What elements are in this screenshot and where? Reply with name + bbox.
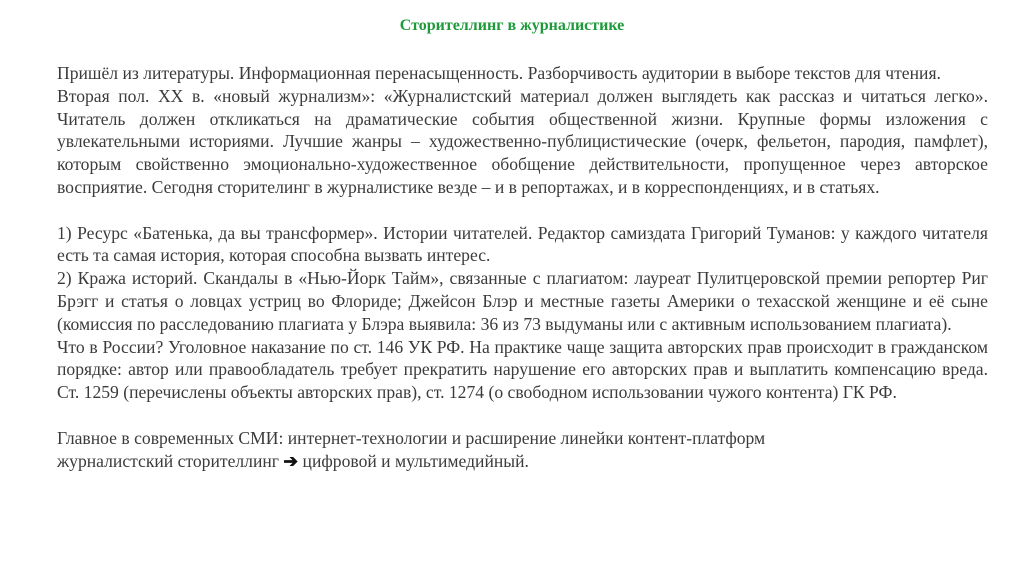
paragraph-story-theft: 2) Кража историй. Скандалы в «Нью-Йорк Тайм», связанные с плагиатом: лауреат Пулитцеровской премии репортер Риг Брэгг и статья о ловцах устриц во Флориде; Джейсон Блэр и местные газеты Америки о техасской женщине и её сыне (комиссия по расследованию плагиата у Блэра выявила: 36 из 73 выдуманы или с активным использованием плагиата). (57, 268, 988, 334)
paragraph-resource: 1) Ресурс «Батенька, да вы трансформер». Истории читателей. Редактор самиздата Григорий Туманов: у каждого читателя есть та самая история, которая способна вызвать интерес. (57, 222, 988, 266)
right-arrow-icon: ➔ (283, 450, 299, 471)
conclusion-suffix: цифровой и мультимедийный. (298, 450, 529, 471)
spacer (57, 199, 988, 222)
paragraph-conclusion (57, 450, 988, 473)
slide-title: Сторителлинг в журналистике (399, 17, 625, 34)
slide-body (57, 62, 988, 472)
spacer (57, 404, 988, 427)
conclusion-prefix: журналистский сторителлинг (57, 450, 284, 471)
paragraph-origin: Пришёл из литературы. Информационная перенасыщенность. Разборчивость аудитории в выборе текстов для чтения. (57, 63, 941, 83)
paragraph-main-media: Главное в современных СМИ: интернет-технологии и расширение линейки контент-платформ (57, 427, 766, 448)
paragraph-new-journalism: Вторая пол. XX в. «новый журнализм»: «Журналистский материал должен выглядеть как рассказ и читаться легко». Читатель должен откликаться на драматические события общественной жизни. Крупные формы изложения с увлекательными историями. Лучшие жанры – художественно-публицистические (очерк, фельетон, пародия, памфлет), которым свойственно эмоционально-художественное обобщение действительности, пропущенное через авторское восприятие. Сегодня сторителинг в журналистике везде – и в репортажах, и в корреспонденциях, и в статьях. (57, 85, 988, 197)
paragraph-russia: Что в России? Уголовное наказание по ст. 146 УК РФ. На практике чаще защита авторских прав происходит в гражданском порядке: автор или правообладатель требует прекратить нарушение его авторских прав и выплатить компенсацию вреда. Ст. 1259 (перечислены объекты авторских прав), ст. 1274 (о свободном использовании чужого контента) ГК РФ. (57, 336, 988, 403)
